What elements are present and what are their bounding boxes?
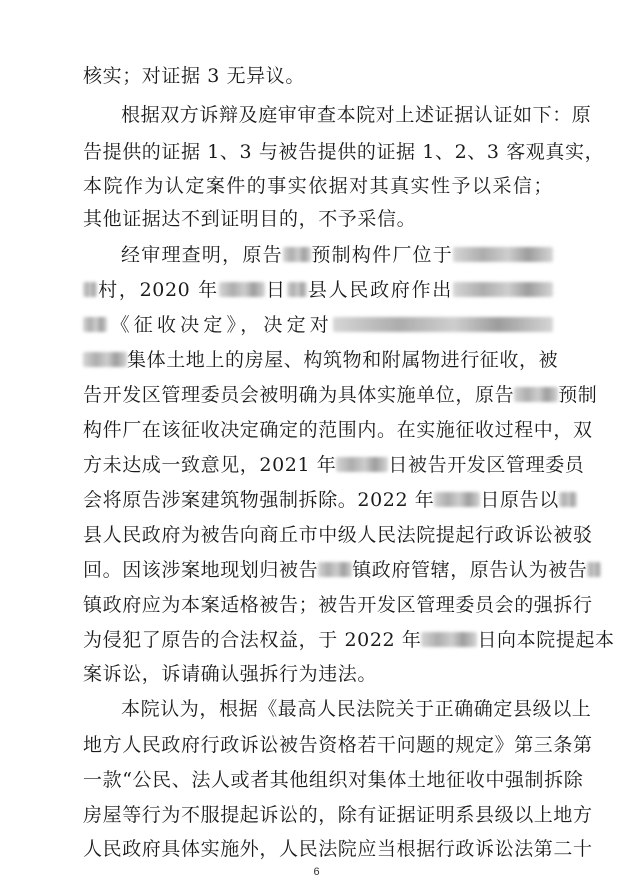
text-line: 为侵犯了原告的合法权益，于 2022 年 日向本院提起本 [83,629,615,651]
redaction-blur [287,282,307,297]
text-line: 本院作为认定案件的事实依据对其真实性予以采信； [83,175,553,197]
redaction-blur [421,632,477,647]
redaction-blur [83,317,107,332]
redaction-blur [336,457,388,472]
text-line: 构件厂在该征收决定确定的范围内。在实施征收过程中，双 [83,419,593,441]
text-line: 地方人民政府行政诉讼被告资格若干问题的规定》第三条第 [83,734,593,756]
text-line: 一款“公民、法人或者其他组织对集体土地征收中强制拆除 [83,769,584,791]
text-line: 其他证据达不到证明目的，不予采信。 [83,208,417,230]
text-line: 镇政府应为本案适格被告；被告开发区管理委员会的强拆行 [83,594,593,616]
text-line: 核实；对证据 3 无异议。 [83,65,305,87]
text-line: 会将原告涉案建筑物强制拆除。2022 年 日原告以 [83,488,553,512]
text-line: 告提供的证据 1、3 与被告提供的证据 1、2、3 客观真实， [83,141,605,163]
redaction-blur [559,492,577,507]
text-line: 本院认为，根据《最高人民法院关于正确确定县级以上 [121,698,592,720]
text-line: 回。因该涉案地现划归被告 镇政府管辖，原告认为被告 [83,558,553,582]
redaction-blur [318,562,352,577]
redaction-blur [453,247,553,262]
text-line: 告开发区管理委员会被明确为具体实施单位，原告 预制 [83,384,598,406]
text-line: 方未达成一致意见，2021 年 日被告开发区管理委员 [83,454,585,476]
page-number: 6 [313,866,320,878]
redaction-blur [514,387,558,402]
redaction-blur [587,562,601,577]
redaction-blur [283,247,311,262]
redaction-blur [219,282,265,297]
text-line: 《征收决定》，决定对 [83,313,553,337]
redaction-blur [333,317,553,332]
text-line: 集体土地上的房屋、构筑物和附属物进行征收，被 [83,348,553,372]
text-line: 经审理查明，原告 预制构件厂位于 [121,243,553,267]
text-line: 县人民政府为被告向商丘市中级人民法院提起行政诉讼被驳 [83,524,593,546]
text-line: 房屋等行为不服提起诉讼的，除有证据证明系县级以上地方 [83,804,593,826]
redaction-blur [83,352,127,367]
redaction-blur [83,282,97,297]
redaction-blur [453,282,553,297]
redaction-blur [434,492,480,507]
text-line: 村，2020 年 日 县人民政府作出 [83,278,553,302]
text-line: 案诉讼，诉请确认强拆行为违法。 [83,663,378,685]
text-line: 人民政府具体实施外，人民法院应当根据行政诉讼法第二十 [83,838,593,860]
text-line: 根据双方诉辩及庭审审查本院对上述证据认证如下：原 [121,104,592,126]
